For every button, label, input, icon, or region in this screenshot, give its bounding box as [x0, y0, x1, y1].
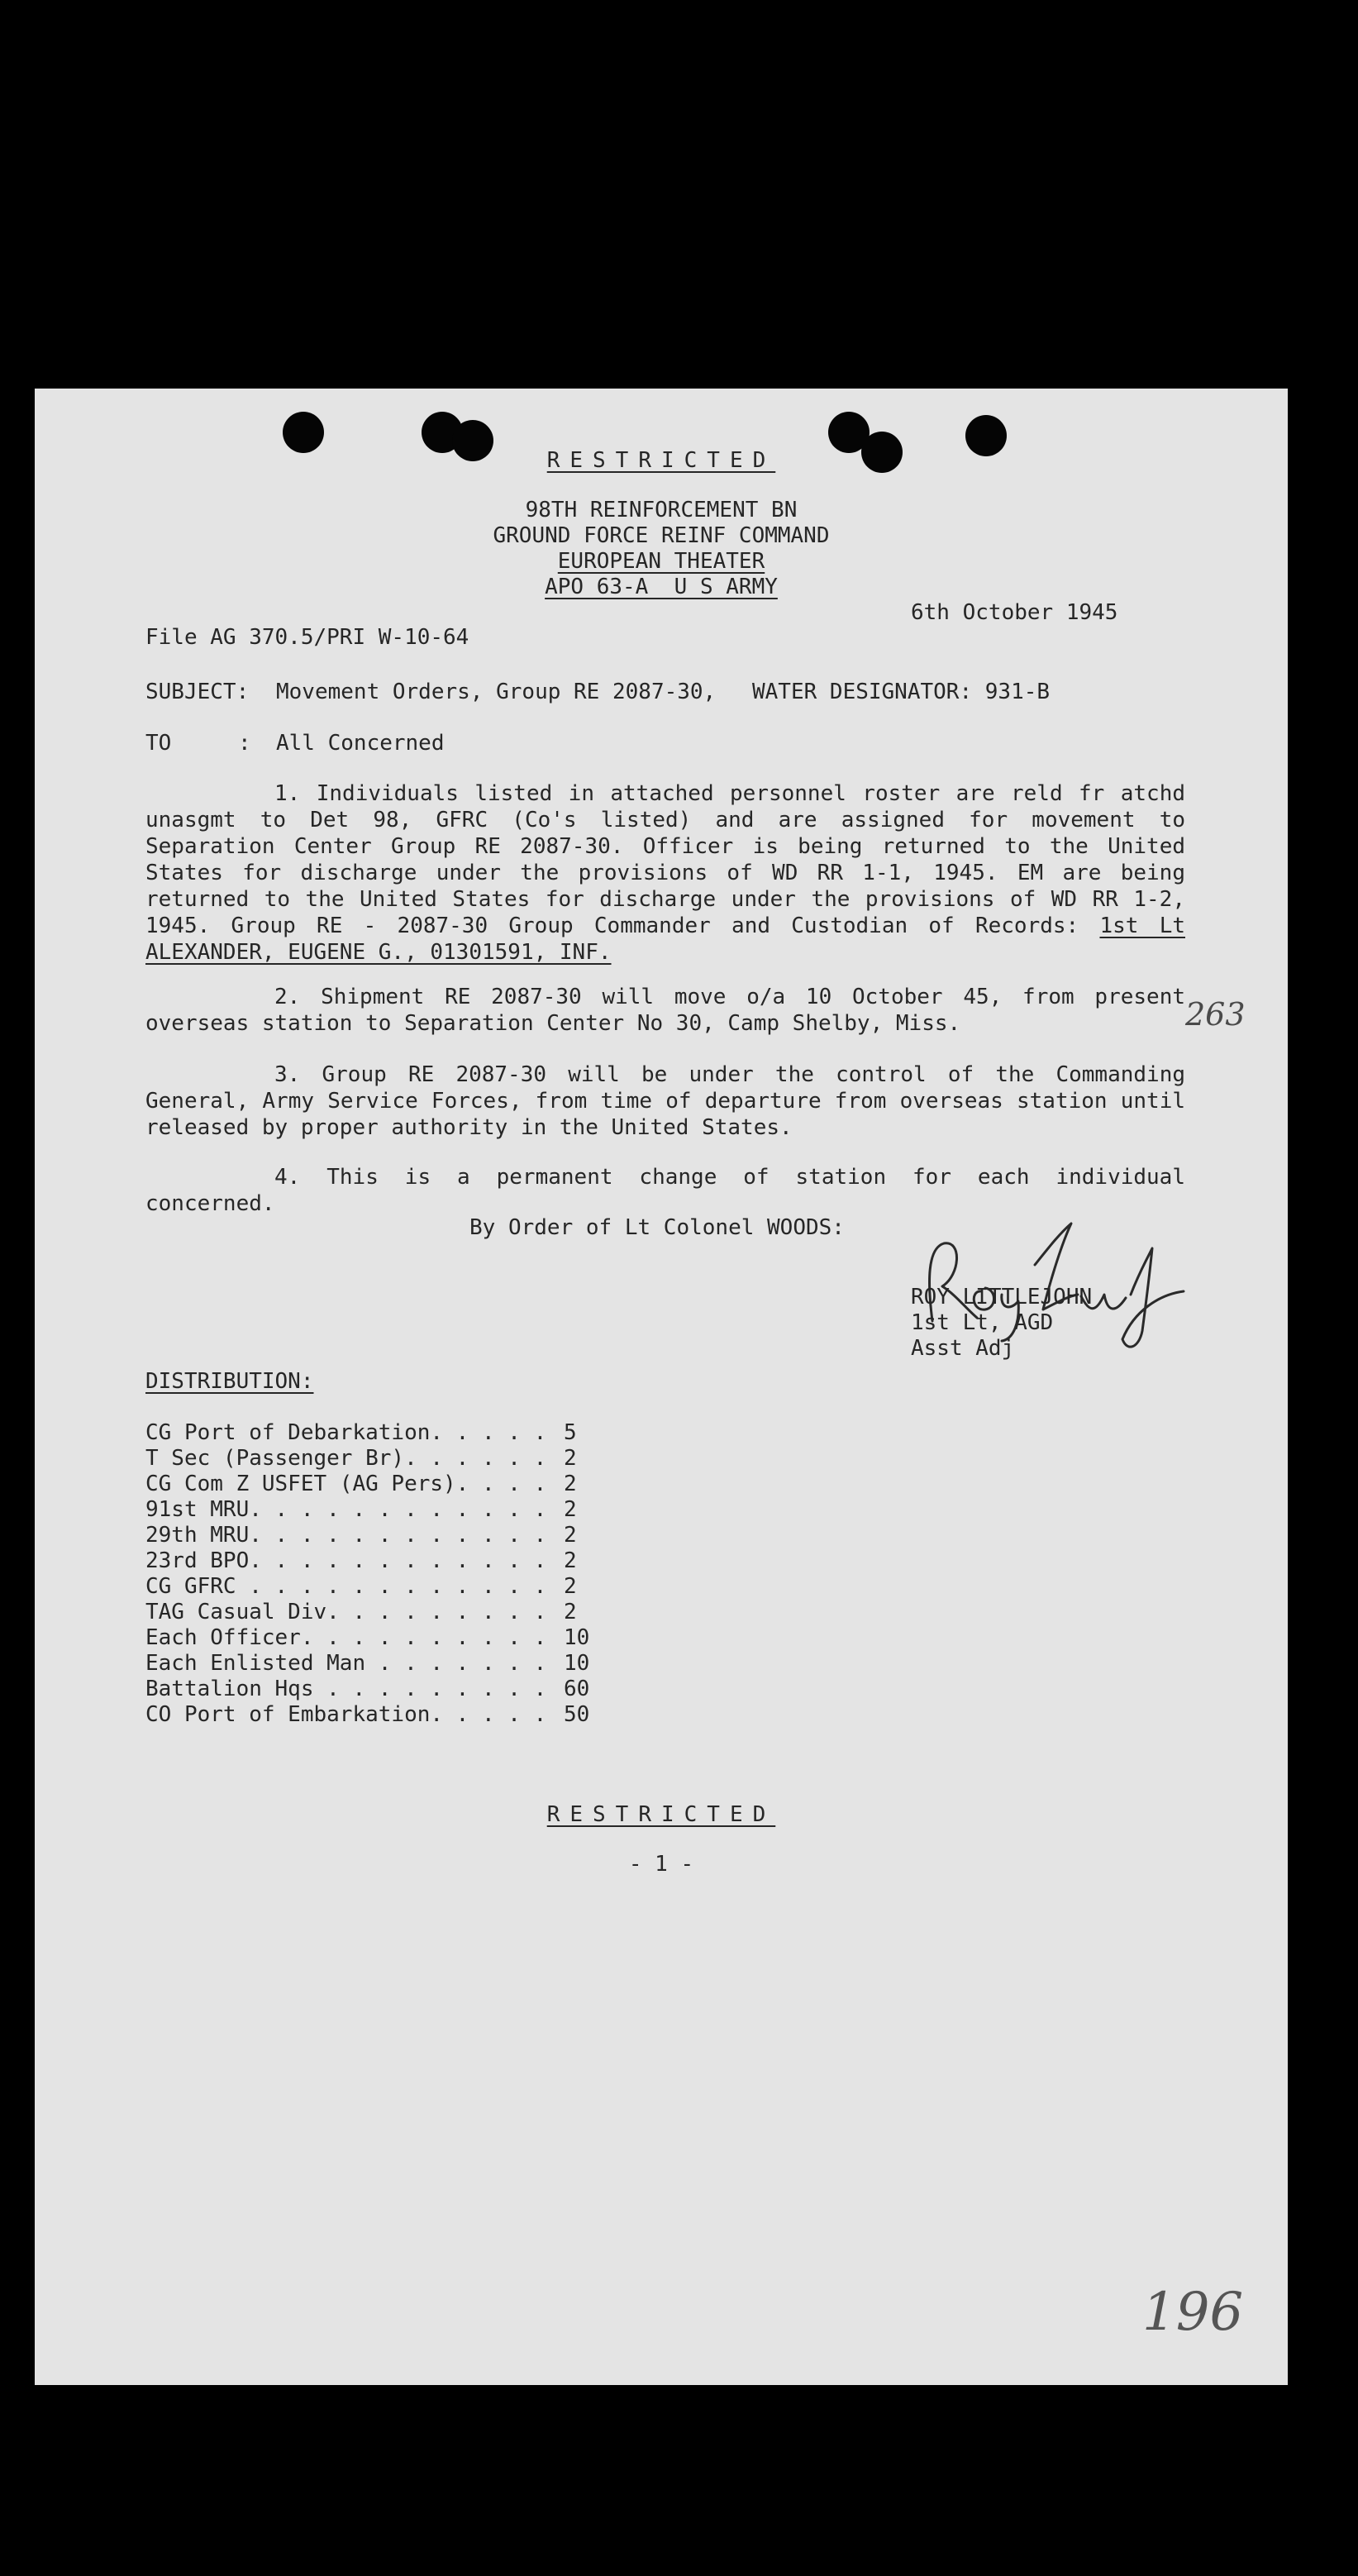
distribution-item: CO Port of Embarkation. . . . . 50	[145, 1702, 590, 1727]
punch-hole	[283, 412, 324, 453]
subject-text: Movement Orders, Group RE 2087-30,	[276, 680, 717, 704]
paragraph-text: Individuals listed in attached personnel roster are reld fr atchd unasgmt to Det 98, GFRC (Co's listed) and are assigned for movement to Separation Center Group RE 2087-30. Officer is being returned to the United States for discharge under the provisions of WD RR 1-1, 1945. EM are being returned to the United States for discharge under the provisions of WD RR 1-2, 1945. Group RE - 2087-30 Group Commander and Custodian of Records:	[145, 781, 1186, 938]
stamp-number: 263	[1185, 996, 1246, 1033]
distribution-title: DISTRIBUTION:	[145, 1369, 314, 1394]
subject-label: SUBJECT:	[145, 680, 250, 704]
handwritten-page-number: 196	[1142, 2282, 1244, 2343]
document-date: 6th October 1945	[911, 600, 1118, 625]
distribution-item: 29th MRU. . . . . . . . . . . . 2	[145, 1523, 577, 1548]
document-page	[35, 389, 1288, 2385]
classification-footer: RESTRICTED	[546, 1802, 776, 1827]
paragraph-number: 3.	[274, 1062, 301, 1087]
page-number: - 1 -	[628, 1852, 694, 1877]
distribution-item: TAG Casual Div. . . . . . . . . 2	[145, 1600, 577, 1624]
to-separator: :	[238, 731, 251, 756]
signature-block	[911, 1285, 1092, 1362]
unit-line: GROUND FORCE REINF COMMAND	[493, 523, 830, 548]
distribution-item: Each Enlisted Man . . . . . . . 10	[145, 1651, 590, 1676]
distribution-item: CG Port of Debarkation. . . . . 5	[145, 1420, 577, 1445]
distribution-item: Each Officer. . . . . . . . . . 10	[145, 1625, 590, 1650]
paragraph-text: This is a permanent change of station for each individual concerned.	[145, 1165, 1185, 1216]
unit-line: 98TH REINFORCEMENT BN	[525, 498, 798, 522]
unit-line: APO 63-A U S ARMY	[545, 575, 778, 599]
distribution-item: Battalion Hqs . . . . . . . . . 60	[145, 1677, 590, 1701]
paragraph-text: Group RE 2087-30 will be under the control of the Commanding General, Army Service Forces, from time of departure from overseas station until released by proper authority in the United States.	[145, 1062, 1185, 1140]
signer-title: Asst Adj	[911, 1336, 1015, 1361]
signer-name: ROY LITTLEJOHN	[911, 1285, 1093, 1309]
water-designator: WATER DESIGNATOR: 931-B	[752, 680, 1051, 704]
paragraph-4	[145, 1164, 1185, 1217]
distribution-item: 23rd BPO. . . . . . . . . . . . 2	[145, 1548, 577, 1573]
to-text: All Concerned	[276, 731, 445, 756]
file-reference: File AG 370.5/PRI W-10-64	[145, 625, 469, 650]
paragraph-2	[145, 984, 1185, 1037]
distribution-item: T Sec (Passenger Br). . . . . . 2	[145, 1446, 577, 1471]
by-order-line: By Order of Lt Colonel WOODS:	[469, 1215, 845, 1240]
distribution-item: CG GFRC . . . . . . . . . . . . 2	[145, 1574, 577, 1599]
distribution-list	[145, 1420, 589, 1728]
signer-rank: 1st Lt, AGD	[911, 1310, 1054, 1335]
to-label: TO	[145, 731, 172, 756]
distribution-item: CG Com Z USFET (AG Pers). . . . 2	[145, 1472, 577, 1496]
paragraph-3	[145, 1061, 1185, 1141]
group-commander: 1st Lt ALEXANDER, EUGENE G., 01301591, INF.	[145, 914, 1185, 965]
classification-header: RESTRICTED	[546, 448, 776, 473]
paragraph-text: Shipment RE 2087-30 will move o/a 10 October 45, from present overseas station to Separation Center No 30, Camp Shelby, Miss.	[145, 985, 1185, 1036]
unit-line: EUROPEAN THEATER	[557, 549, 765, 574]
paragraph-number: 1.	[274, 781, 301, 806]
distribution-item: 91st MRU. . . . . . . . . . . . 2	[145, 1497, 577, 1522]
paragraph-number: 4.	[274, 1165, 301, 1190]
paragraph-number: 2.	[274, 985, 301, 1009]
paragraph-1	[145, 780, 1185, 966]
unit-header	[365, 498, 957, 600]
